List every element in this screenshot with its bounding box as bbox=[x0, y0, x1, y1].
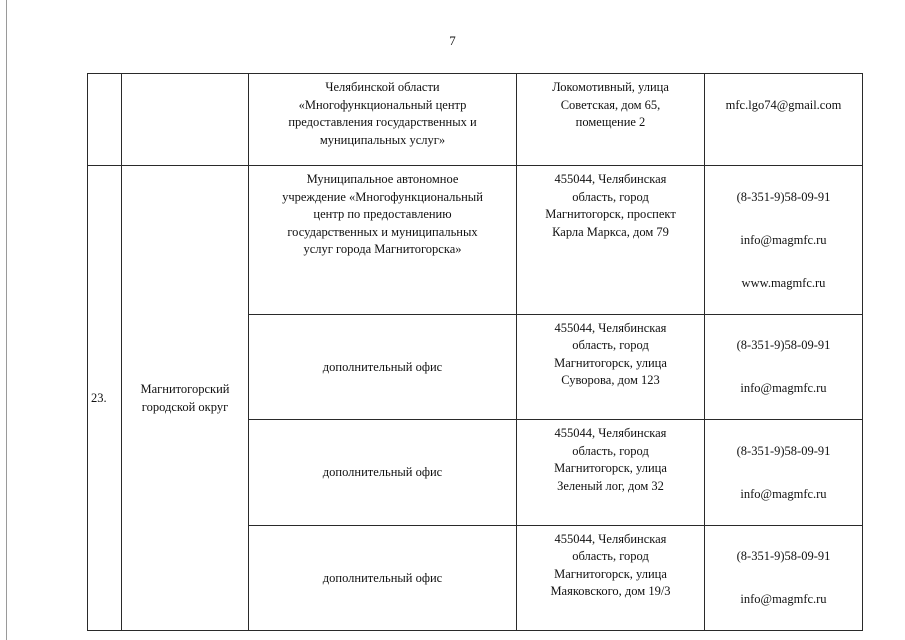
cell-number-empty bbox=[88, 74, 122, 166]
cell-office-address: 455044, Челябинская область, город Магнитогорск, улица Зеленый лог, дом 32 bbox=[517, 420, 705, 526]
cell-row-number: 23. bbox=[88, 166, 122, 631]
office-email: info@magmfc.ru bbox=[740, 381, 827, 395]
cell-office-contacts bbox=[705, 420, 863, 526]
table-row-continued bbox=[88, 74, 863, 166]
cell-office-contacts bbox=[705, 166, 863, 315]
cell-office-contacts bbox=[705, 525, 863, 631]
office-phone: (8-351-9)58-09-91 bbox=[736, 549, 831, 563]
cell-area-empty bbox=[122, 74, 249, 166]
mfc-offices-table bbox=[87, 73, 863, 631]
table-row bbox=[88, 166, 863, 315]
cell-office-contacts bbox=[705, 314, 863, 420]
cell-office-address: 455044, Челябинская область, город Магнитогорск, улица Маяковского, дом 19/3 bbox=[517, 525, 705, 631]
office-email: info@magmfc.ru bbox=[740, 592, 827, 606]
cell-office-name: дополнительный офис bbox=[249, 420, 517, 526]
page-edge-line bbox=[6, 0, 7, 640]
page-number: 7 bbox=[449, 33, 456, 48]
cell-office-name: дополнительный офис bbox=[249, 314, 517, 420]
cell-office-address: 455044, Челябинская область, город Магнитогорск, улица Суворова, дом 123 bbox=[517, 314, 705, 420]
cell-municipal-area: Магнитогорский городской округ bbox=[122, 166, 249, 631]
cell-office-address: Локомотивный, улица Советская, дом 65, помещение 2 bbox=[517, 74, 705, 166]
office-phone: (8-351-9)58-09-91 bbox=[736, 443, 831, 458]
cell-office-name: дополнительный офис bbox=[249, 525, 517, 631]
office-email: info@magmfc.ru bbox=[740, 486, 827, 501]
cell-office-name: Муниципальное автономное учреждение «Многофункциональный центр по предоставлению государственных и муниципальных услуг города Магнитогорска» bbox=[249, 166, 517, 315]
office-email: info@magmfc.ru bbox=[740, 232, 827, 247]
office-website: www.magmfc.ru bbox=[741, 275, 826, 290]
cell-office-address: 455044, Челябинская область, город Магнитогорск, проспект Карла Маркса, дом 79 bbox=[517, 166, 705, 315]
office-phone: (8-351-9)58-09-91 bbox=[736, 189, 831, 204]
cell-office-contacts bbox=[705, 74, 863, 166]
office-phone: (8-351-9)58-09-91 bbox=[736, 338, 831, 352]
cell-office-name: Челябинской области «Многофункциональный центр предоставления государственных и муниципальных услуг» bbox=[249, 74, 517, 166]
office-email: mfc.lgo74@gmail.com bbox=[725, 97, 842, 112]
